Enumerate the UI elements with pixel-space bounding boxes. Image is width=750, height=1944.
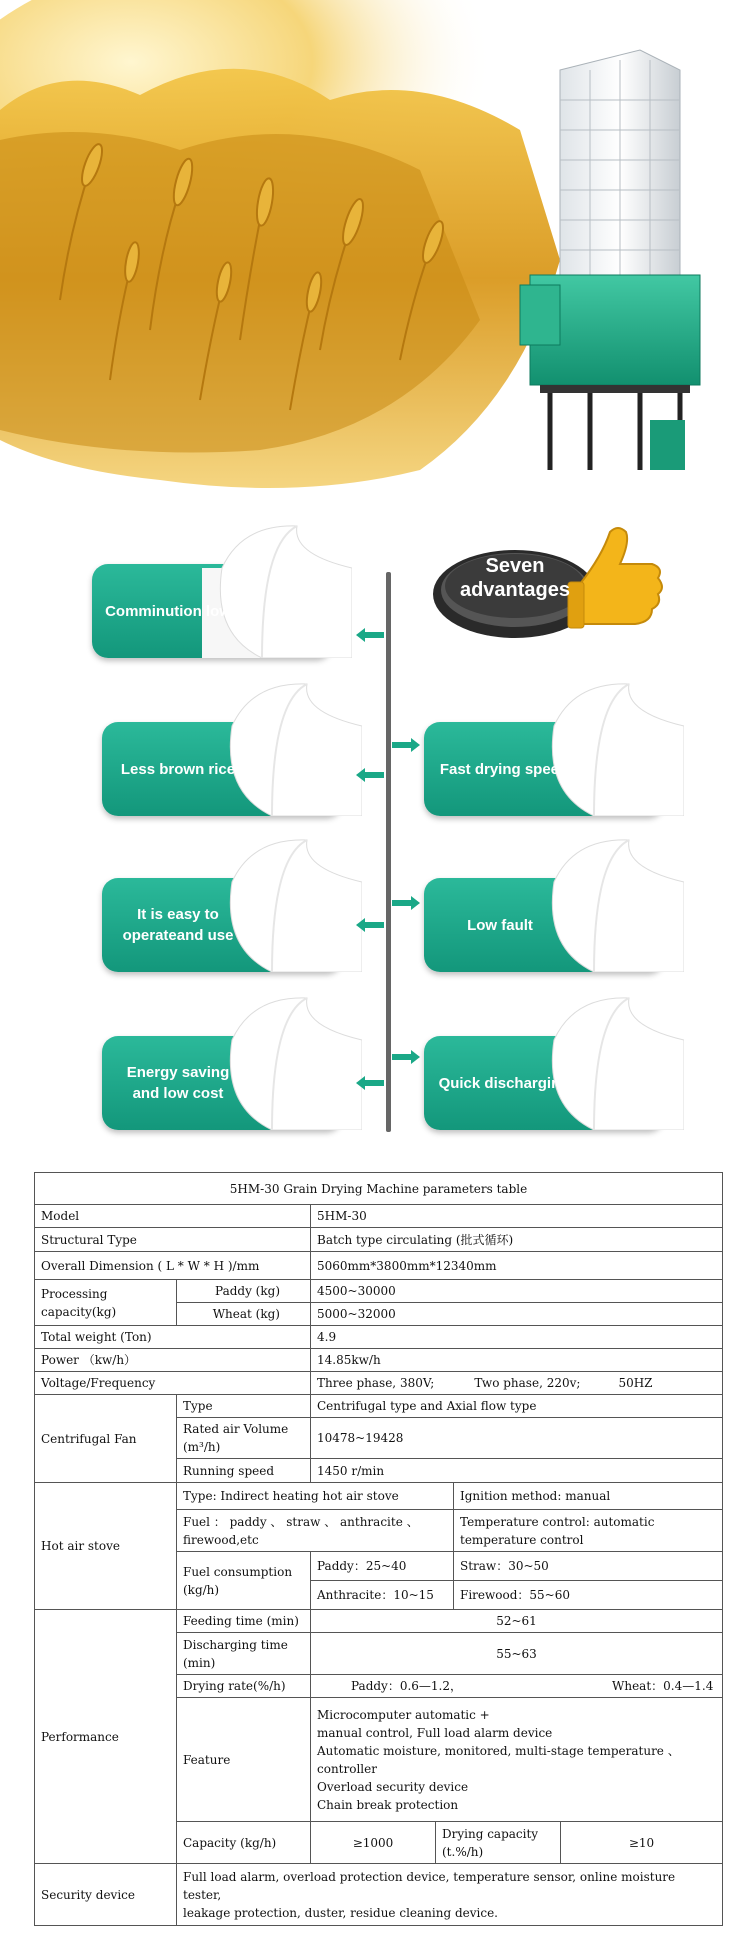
row-label-overall-dimension: Overall Dimension ( L * W * H )/mm [35,1252,311,1280]
timeline-divider [386,572,391,1132]
arrow-left-icon [356,628,384,642]
row-value-temperature-control: Temperature control: automatic temperature control [454,1510,723,1552]
row-label-rated-air-volume: Rated air Volume (m³/h) [177,1418,311,1459]
arrow-left-icon [356,768,384,782]
table-title: 5HM-30 Grain Drying Machine parameters table [35,1173,723,1205]
row-value-feeding-time: 52~61 [311,1610,723,1633]
row-value-rated-air-volume: 10478~19428 [311,1418,723,1459]
advantage-card-easy-to-use [102,878,342,972]
row-value-structural-type: Batch type circulating (批式循环) [311,1228,723,1252]
row-label-feeding-time: Feeding time (min) [177,1610,311,1633]
row-value-running-speed: 1450 r/min [311,1459,723,1483]
row-label-wheat: Wheat (kg) [177,1303,311,1326]
row-label-feature: Feature [177,1698,311,1822]
row-label-running-speed: Running speed [177,1459,311,1483]
advantage-card-fast-drying-speed [424,722,664,816]
row-label-structural-type: Structural Type [35,1228,311,1252]
advantage-label: Less brown rice [120,760,236,778]
seven-advantages-badge [430,524,680,644]
advantage-card-quick-discharging [424,1036,664,1130]
row-value-drying-rate: Paddy：0.6—1.2， Wheat：0.4—1.4 [311,1675,723,1698]
row-label-centrifugal-fan: Centrifugal Fan [35,1395,177,1483]
row-value-security-device: Full load alarm, overload protection device, temperature sensor, online moisture tester, leakage protection, duster, residue cleaning device. [177,1864,723,1926]
row-value-fuel-firewood: Firewood：55~60 [454,1581,723,1610]
row-value-paddy: 4500~30000 [311,1280,723,1303]
row-label-fan-type: Type [177,1395,311,1418]
hero-banner [0,0,750,510]
row-label-paddy: Paddy (kg) [177,1280,311,1303]
row-label-drying-capacity: Drying capacity (t.%/h) [436,1822,561,1864]
row-label-capacity: Capacity (kg/h) [177,1822,311,1864]
row-value-total-weight: 4.9 [311,1326,723,1349]
row-value-overall-dimension: 5060mm*3800mm*12340mm [311,1252,723,1280]
row-value-voltage: Three phase, 380V; Two phase, 220v; 50HZ [311,1372,723,1395]
row-label-total-weight: Total weight (Ton) [35,1326,311,1349]
row-label-discharging-time: Discharging time (min) [177,1633,311,1675]
advantage-label: It is easy to operateand use [122,906,234,944]
row-label-model: Model [35,1205,311,1228]
row-value-ignition: Ignition method: manual [454,1483,723,1510]
row-value-fuel-paddy: Paddy：25~40 [311,1552,454,1581]
arrow-right-icon [392,1050,420,1064]
arrow-right-icon [392,896,420,910]
wheat-field-illustration [0,0,750,510]
row-value-model: 5HM-30 [311,1205,723,1228]
row-value-fuel-anthracite: Anthracite：10~15 [311,1581,454,1610]
advantage-label: Quick discharging [438,1074,570,1092]
row-value-fuel-straw: Straw：30~50 [454,1552,723,1581]
parameters-table [34,1172,722,1926]
row-label-voltage: Voltage/Frequency [35,1372,311,1395]
badge-text [440,554,590,602]
row-label-drying-rate: Drying rate(%/h) [177,1675,311,1698]
advantage-label: Energy saving and low cost [126,1064,230,1102]
row-label-processing-capacity: Processing capacity(kg) [35,1280,177,1326]
arrow-left-icon [356,1076,384,1090]
advantage-label: Fast drying speed [439,760,569,778]
badge-line-1: Seven [485,555,545,577]
row-value-wheat: 5000~32000 [311,1303,723,1326]
advantage-card-comminution-low [92,564,332,658]
row-label-performance: Performance [35,1610,177,1864]
row-label-hot-air-stove: Hot air stove [35,1483,177,1610]
row-value-stove-type: Type: Indirect heating hot air stove [177,1483,454,1510]
row-label-fuel-consumption: Fuel consumption (kg/h) [177,1552,311,1610]
advantage-card-low-fault [424,878,664,972]
advantage-card-energy-saving [102,1036,342,1130]
row-value-power: 14.85kw/h [311,1349,723,1372]
arrow-left-icon [356,918,384,932]
advantage-label: Comminution low [105,602,231,620]
badge-line-2: advantages [459,579,571,601]
row-value-discharging-time: 55~63 [311,1633,723,1675]
advantages-section [0,510,750,1150]
row-value-fan-type: Centrifugal type and Axial flow type [311,1395,723,1418]
row-value-stove-fuel: Fuel ： paddy 、 straw 、 anthracite 、 firewood,etc [177,1510,454,1552]
row-label-power: Power （kw/h） [35,1349,311,1372]
advantage-label: Low fault [467,916,533,934]
advantage-card-less-brown-rice [102,722,342,816]
row-label-security-device: Security device [35,1864,177,1926]
row-value-feature: Microcomputer automatic + manual control, Full load alarm device Automatic moisture, monitored, multi-stage temperature 、 controller Overload security device Chain break protection [311,1698,723,1822]
row-value-drying-capacity: ≥10 [561,1822,723,1864]
row-value-capacity: ≥1000 [311,1822,436,1864]
arrow-right-icon [392,738,420,752]
